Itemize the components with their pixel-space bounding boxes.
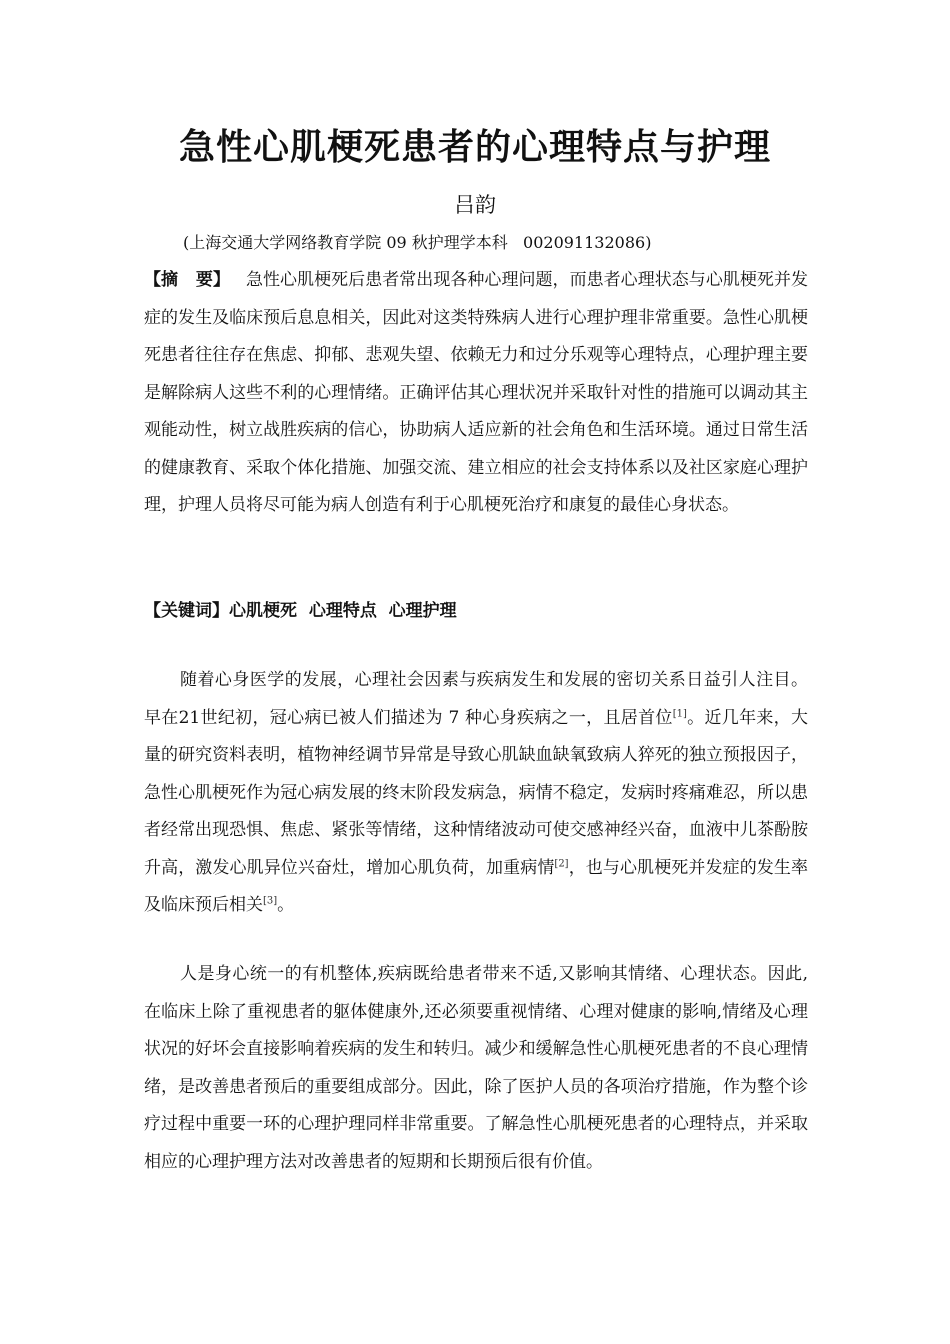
paragraph-1-text-d: 。 [277,895,295,915]
paragraph-1-text-b: 。近几年来，大量的研究资料表明，植物神经调节异常是导致心肌缺血缺氧致病人猝死的独立预报因子，急性心肌梗死作为冠心病发展的终末阶段发病急，病情不稳定，发病时疼痛难忍，所以患者经常出现恐惧、焦虑、紧张等情绪，这种情绪波动可使交感神经兴奋，血液中儿茶酚胺升高，激发心肌异位兴奋灶，增加心肌负荷，加重病情 [144,707,808,878]
abstract-text: 急性心肌梗死后患者常出现各种心理问题，而患者心理状态与心肌梗死并发症的发生及临床预后息息相关，因此对这类特殊病人进行心理护理非常重要。急性心肌梗死患者往往存在焦虑、抑郁、悲观失望、依赖无力和过分乐观等心理特点，心理护理主要是解除病人这些不利的心理情绪。正确评估其心理状况并采取针对性的措施可以调动其主观能动性，树立战胜疾病的信心，协助病人适应新的社会角色和生活环境。通过日常生活的健康教育、采取个体化措施、加强交流、建立相应的社会支持体系以及社区家庭心理护理，护理人员将尽可能为病人创造有利于心肌梗死治疗和康复的最佳心身状态。 [144,270,808,515]
author-affiliation: (上海交通大学网络教育学院 09 秋护理学本科 002091132086) [183,233,652,252]
citation-ref-2: [2] [554,857,569,869]
body-paragraph-2: 人是身心统一的有机整体,疾病既给患者带来不适,又影响其情绪、心理状态。因此,在临床上除了重视患者的躯体健康外,还必须要重视情绪、心理对健康的影响,情绪及心理状况的好坏会直接影响着疾病的发生和转归。减少和缓解急性心肌梗死患者的不良心理情绪，是改善患者预后的重要组成部分。因此，除了医护人员的各项治疗措施，作为整个诊疗过程中重要一环的心理护理同样非常重要。了解急性心肌梗死患者的心理特点，并采取相应的心理护理方法对改善患者的短期和长期预后很有价值。 [144,964,808,1172]
citation-ref-3: [3] [263,895,278,907]
paper-title: 急性心肌梗死患者的心理特点与护理 [178,127,771,168]
author-name: 吕韵 [454,193,496,217]
keywords-line: 【关键词】心肌梗死 心理特点 心理护理 [144,601,457,621]
body-paragraph-1 [144,662,808,925]
citation-ref-1: [1] [672,707,687,719]
abstract-section [144,262,808,525]
paragraph-1-text-c: ，也与心肌梗死并发症的发生率及临床预后相关 [144,857,809,915]
paragraph-1-text-a: 随着心身医学的发展，心理社会因素与疾病发生和发展的密切关系日益引人注目。早在21世纪初，冠心病已被人们描述为 7 种心身疾病之一，且居首位 [144,670,808,728]
abstract-label: 【摘 要】 [144,270,230,290]
